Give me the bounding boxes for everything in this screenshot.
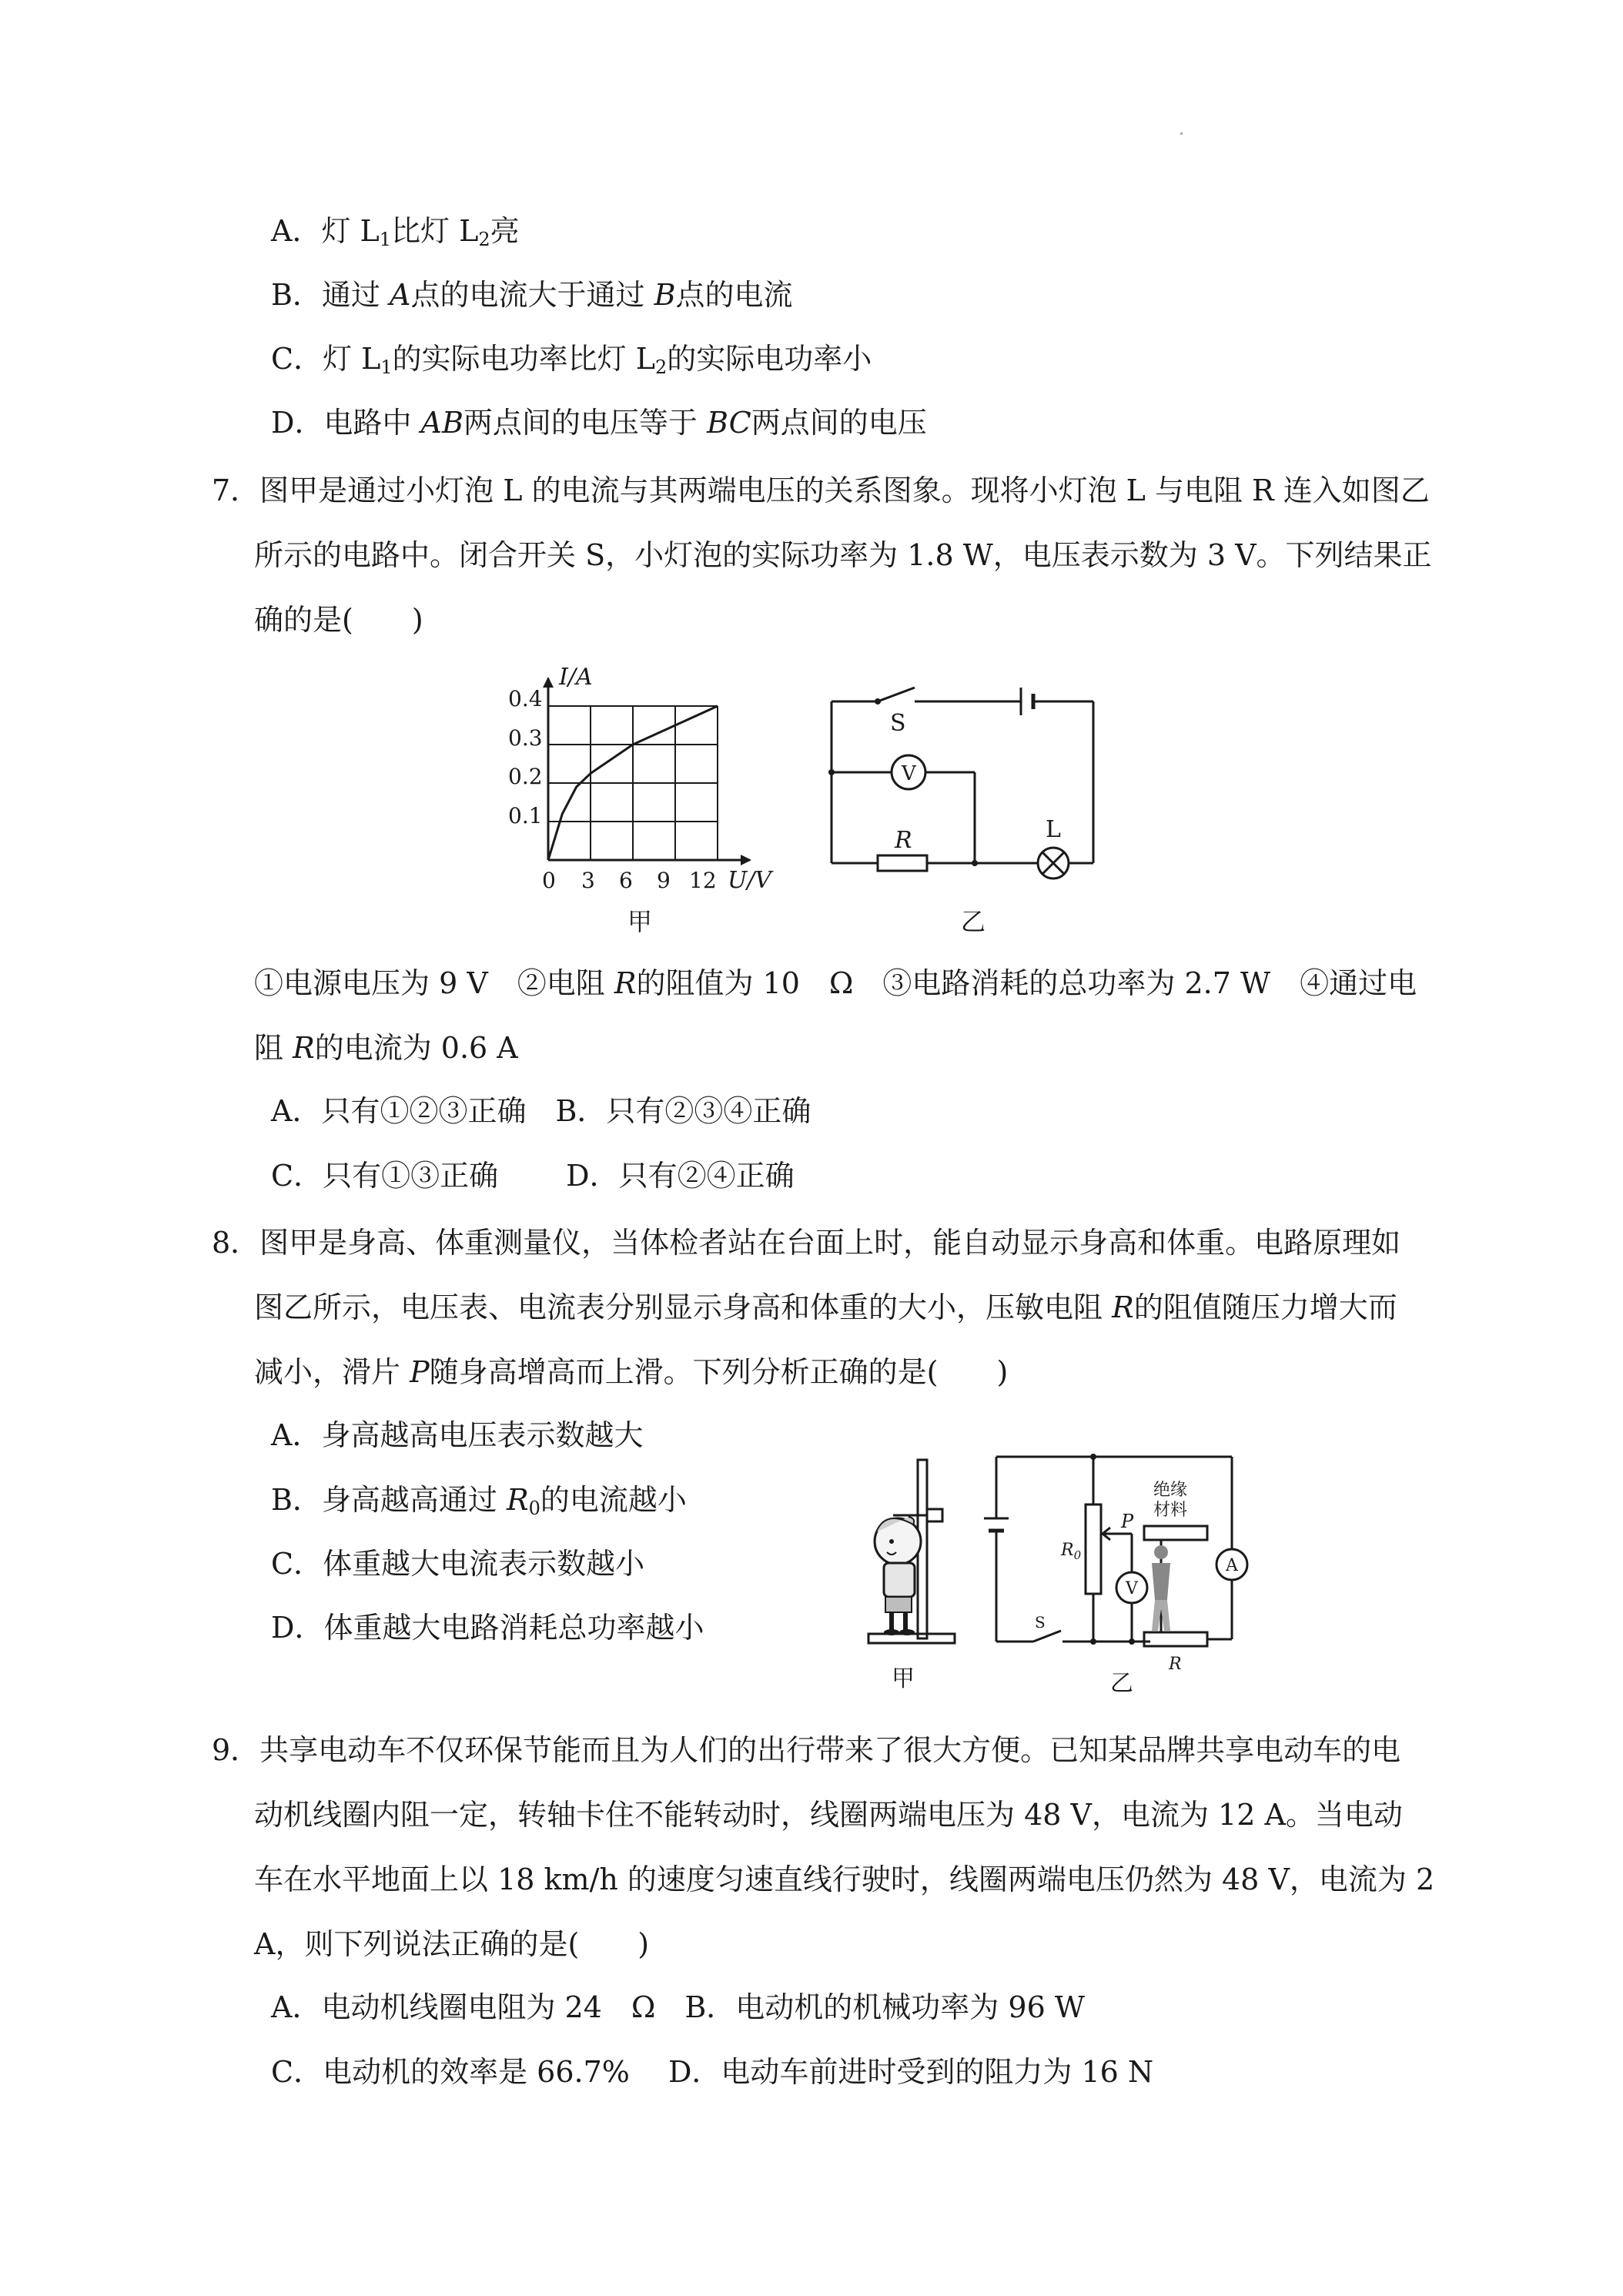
junction-dot bbox=[972, 860, 978, 866]
q6-option-b: B．通过 A点的电流大于通过 B点的电流 bbox=[271, 278, 793, 312]
q9-stem-line2: 动机线圈内阻一定，转轴卡住不能转动时，线圈两端电压为 48 V，电流为 12 A。当电动 bbox=[254, 1798, 1403, 1832]
switch-pivot bbox=[875, 698, 881, 705]
junction-dot bbox=[828, 769, 835, 775]
q7-figure-jia-graph bbox=[493, 658, 785, 943]
y-tick-0.2: 0.2 bbox=[508, 764, 543, 789]
x-tick-0: 0 bbox=[542, 868, 556, 893]
insulating-block bbox=[1144, 1526, 1207, 1540]
scan-dot bbox=[1180, 132, 1183, 135]
y-tick-0.3: 0.3 bbox=[508, 725, 543, 751]
weight-platform bbox=[868, 1634, 955, 1643]
q8-figure-yi-circuit bbox=[970, 1448, 1263, 1702]
q8-stem-line2: 图乙所示，电压表、电流表分别显示身高和体重的大小，压敏电阻 R的阻值随压力增大而 bbox=[254, 1290, 1397, 1324]
pressure-resistor-r bbox=[1144, 1632, 1207, 1646]
q6-option-a: A．灯 $L_1$比灯 $L_2$亮 bbox=[271, 214, 520, 250]
figure-caption-yi: 乙 bbox=[961, 907, 986, 936]
resistor-r bbox=[878, 855, 927, 871]
q9-stem-line1: 9．共享电动车不仅环保节能而且为人们的出行带来了很大方便。已知某品牌共享电动车的电 bbox=[212, 1733, 1401, 1767]
q6-option-d: D．电路中 AB两点间的电压等于 BC两点间的电压 bbox=[271, 406, 927, 440]
q7-stem-line1: 7．图甲是通过小灯泡 L 的电流与其两端电压的关系图象。现将小灯泡 L 与电阻 R 连入如图乙 bbox=[212, 474, 1430, 507]
q7-figure-yi-circuit bbox=[816, 674, 1109, 939]
child-figure bbox=[875, 1517, 921, 1635]
voltmeter-label: V bbox=[902, 762, 916, 785]
switch-blade bbox=[878, 688, 915, 701]
q7-options-row2: C．只有①③正确 D．只有②④正确 bbox=[271, 1159, 795, 1193]
q8-stem-line3: 减小，滑片 P随身高增高而上滑。下列分析正确的是( ) bbox=[254, 1355, 1009, 1389]
q8-stem-line1: 8．图甲是身高、体重测量仪，当体检者站在台面上时，能自动显示身高和体重。电路原理如 bbox=[212, 1226, 1401, 1260]
q8-option-a: A．身高越高电压表示数越大 bbox=[271, 1418, 644, 1452]
q7-graph-grid bbox=[543, 677, 751, 865]
q8-option-d: D．体重越大电路消耗总功率越小 bbox=[271, 1611, 704, 1645]
q7-options-row1: A．只有①②③正确 B．只有②③④正确 bbox=[271, 1094, 812, 1128]
x-tick-9: 9 bbox=[657, 868, 671, 893]
junction-dot bbox=[1090, 1454, 1096, 1460]
figure-caption-yi: 乙 bbox=[1110, 1670, 1133, 1697]
junction-dot bbox=[1129, 1638, 1135, 1645]
insulation-label-2: 材料 bbox=[1153, 1501, 1188, 1520]
q9-stem-line3: 车在水平地面上以 18 km/h 的速度匀速直线行驶时，线圈两端电压仍然为 48 V，电流为 2 bbox=[254, 1863, 1435, 1896]
q6-option-c: C．灯 $L_1$的实际电功率比灯 $L_2$的实际电功率小 bbox=[271, 342, 872, 378]
switch-label: S bbox=[890, 710, 906, 737]
x-axis-arrow bbox=[741, 855, 751, 865]
x-axis-label: U/V bbox=[728, 867, 772, 894]
q9-options-row2: C．电动机的效率是 66.7% D．电动车前进时受到的阻力为 16 N bbox=[271, 2055, 1154, 2089]
y-tick-0.4: 0.4 bbox=[508, 686, 543, 711]
q8-figure-jia-measuring-stand bbox=[847, 1455, 962, 1698]
junction-dot bbox=[1090, 1638, 1096, 1645]
x-tick-6: 6 bbox=[619, 868, 633, 893]
insulation-label-1: 绝缘 bbox=[1153, 1481, 1188, 1500]
q8-option-b: B．身高越高通过 $R_0$的电流越小 bbox=[271, 1483, 687, 1519]
q9-options-row1: A．电动机线圈电阻为 24 Ω B．电动机的机械功率为 96 W bbox=[271, 1990, 1085, 2024]
y-axis-arrow bbox=[543, 677, 554, 688]
figure-caption-jia: 甲 bbox=[627, 907, 653, 936]
y-tick-0.1: 0.1 bbox=[508, 803, 543, 828]
q8-option-c: C．体重越大电流表示数越小 bbox=[271, 1547, 645, 1581]
voltmeter-label: V bbox=[1126, 1579, 1138, 1598]
x-tick-12: 12 bbox=[689, 868, 717, 893]
slider-label: P bbox=[1121, 1511, 1134, 1532]
switch-blade bbox=[1033, 1631, 1061, 1642]
y-axis-label: I/A bbox=[559, 664, 593, 691]
resistor-r0 bbox=[1086, 1504, 1101, 1594]
switch-label: S bbox=[1035, 1613, 1046, 1632]
q7-statements-line1: ①电源电压为 9 V ②电阻 R的阻值为 10 Ω ③电路消耗的总功率为 2.7 W ④通过电 bbox=[254, 966, 1417, 1000]
q7-statements-line2: 阻 R的电流为 0.6 A bbox=[254, 1031, 518, 1065]
q7-stem-line3: 确的是( ) bbox=[254, 603, 423, 637]
resistor-label: R bbox=[895, 827, 912, 854]
ammeter-label: A bbox=[1226, 1556, 1238, 1575]
r0-label: $R_0$ bbox=[1061, 1541, 1082, 1562]
height-slider bbox=[927, 1509, 942, 1521]
q7-stem-line2: 所示的电路中。闭合开关 S，小灯泡的实际功率为 1.8 W，电压表示数为 3 V。下列结果正 bbox=[254, 538, 1432, 572]
lamp-label: L bbox=[1046, 816, 1061, 843]
x-tick-3: 3 bbox=[581, 868, 595, 893]
q9-stem-line4: A，则下列说法正确的是( ) bbox=[254, 1927, 650, 1961]
figure-caption-jia: 甲 bbox=[892, 1665, 915, 1692]
resistor-label: R bbox=[1169, 1655, 1182, 1674]
